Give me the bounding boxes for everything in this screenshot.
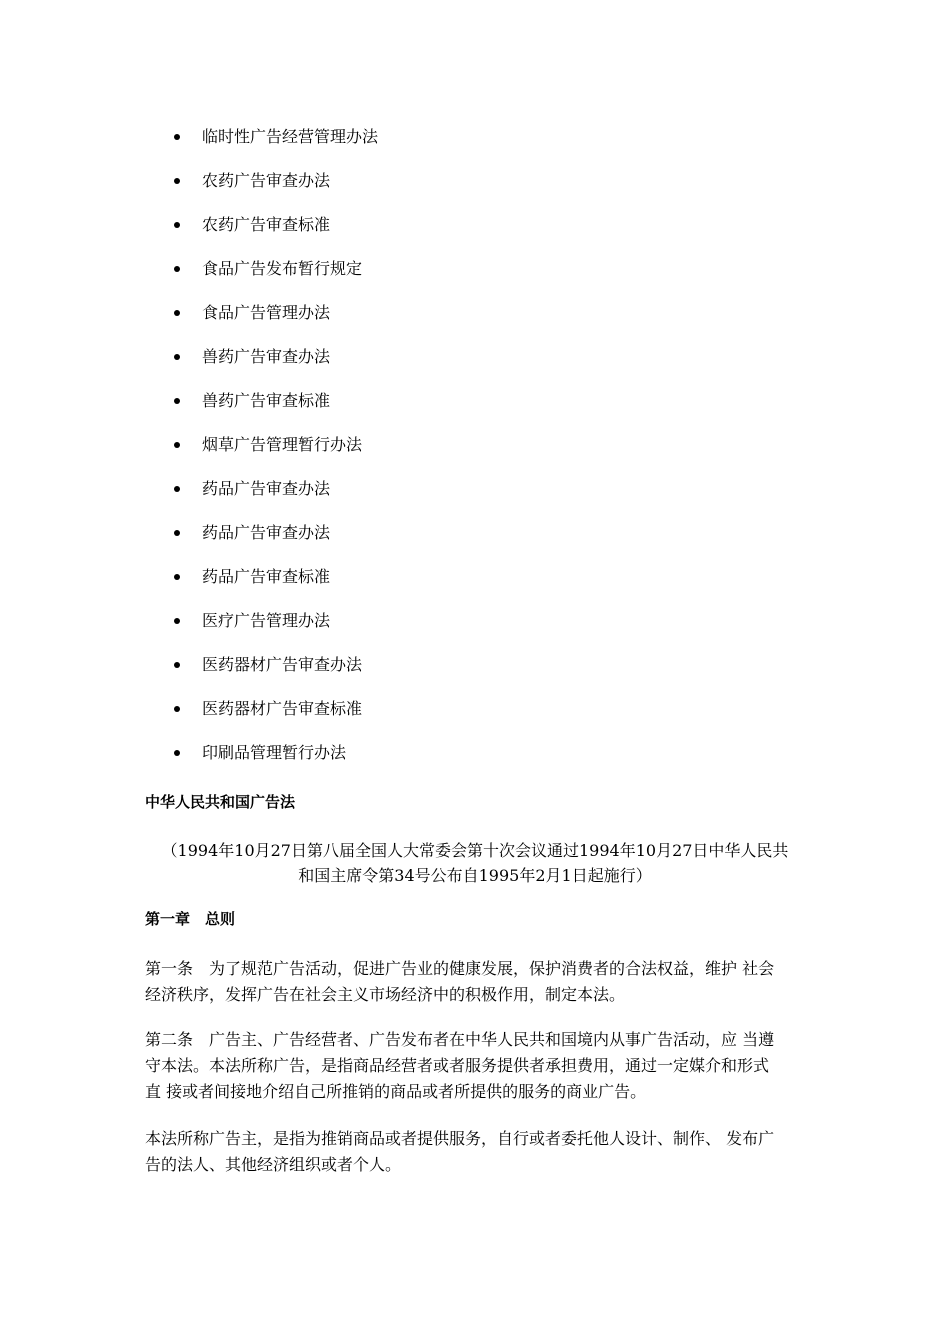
paragraph-line: 第二条 广告主、广告经营者、广告发布者在中华人民共和国境内从事广告活动，应 当遵 <box>145 1030 775 1049</box>
law-enactment-note <box>145 838 805 888</box>
law-title: 中华人民共和国广告法 <box>145 793 296 811</box>
list-item-text: 食品广告发布暂行规定 <box>202 259 363 278</box>
list-item-text: 农药广告审查标准 <box>202 215 331 234</box>
bullet-icon <box>174 706 180 712</box>
bullet-icon <box>174 310 180 316</box>
list-item-text: 兽药广告审查标准 <box>202 391 331 410</box>
bullet-icon <box>174 574 180 580</box>
bullet-icon <box>174 662 180 668</box>
article-1-paragraph <box>145 956 810 1008</box>
list-item-text: 药品广告审查办法 <box>202 479 331 498</box>
chapter-heading: 第一章 总则 <box>145 910 236 928</box>
note-line: 和国主席令第34号公布自1995年2月1日起施行） <box>298 866 652 885</box>
paragraph-line: 告的法人、其他经济组织或者个人。 <box>145 1155 402 1174</box>
bullet-icon <box>174 486 180 492</box>
advertiser-definition-paragraph <box>145 1126 810 1178</box>
list-item-text: 药品广告审查办法 <box>202 523 331 542</box>
bullet-icon <box>174 222 180 228</box>
list-item-text: 兽药广告审查办法 <box>202 347 331 366</box>
paragraph-line: 直 接或者间接地介绍自己所推销的商品或者所提供的服务的商业广告。 <box>145 1082 647 1101</box>
list-item-text: 医药器材广告审查标准 <box>202 699 363 718</box>
list-item-text: 医药器材广告审查办法 <box>202 655 363 674</box>
list-item-text: 药品广告审查标准 <box>202 567 331 586</box>
bullet-icon <box>174 398 180 404</box>
bullet-icon <box>174 442 180 448</box>
bullet-icon <box>174 750 180 756</box>
list-item-text: 印刷品管理暂行办法 <box>202 743 347 762</box>
bullet-icon <box>174 134 180 140</box>
bullet-icon <box>174 530 180 536</box>
list-item-text: 临时性广告经营管理办法 <box>202 127 379 146</box>
list-item-text: 食品广告管理办法 <box>202 303 331 322</box>
paragraph-line: 第一条 为了规范广告活动，促进广告业的健康发展，保护消费者的合法权益，维护 社会 <box>145 959 775 978</box>
bullet-icon <box>174 266 180 272</box>
paragraph-line: 本法所称广告主，是指为推销商品或者提供服务，自行或者委托他人设计、制作、 发布广 <box>145 1129 775 1148</box>
list-item-text: 医疗广告管理办法 <box>202 611 331 630</box>
article-2-paragraph <box>145 1027 810 1105</box>
paragraph-line: 守本法。本法所称广告，是指商品经营者或者服务提供者承担费用，通过一定媒介和形式 <box>145 1056 770 1075</box>
bullet-icon <box>174 618 180 624</box>
list-item-text: 烟草广告管理暂行办法 <box>202 435 363 454</box>
paragraph-line: 经济秩序，发挥广告在社会主义市场经济中的积极作用，制定本法。 <box>145 985 626 1004</box>
list-item-text: 农药广告审查办法 <box>202 171 331 190</box>
bullet-icon <box>174 354 180 360</box>
note-line: （1994年10月27日第八届全国人大常委会第十次会议通过1994年10月27日中华人民共 <box>161 841 789 860</box>
bullet-icon <box>174 178 180 184</box>
